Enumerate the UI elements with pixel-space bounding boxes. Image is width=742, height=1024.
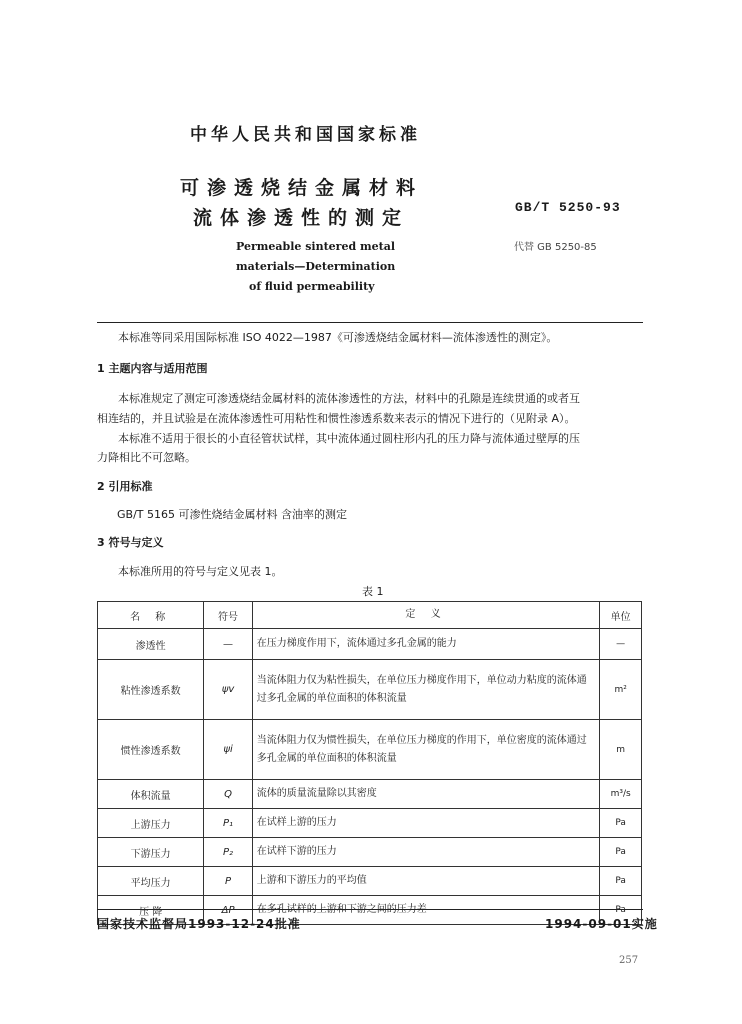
title-cn-line2: 流体渗透性的测定 — [193, 207, 410, 229]
table-caption: 表 1 — [362, 585, 384, 598]
row-symbol: P₁ — [204, 809, 252, 838]
header-divider — [97, 322, 643, 323]
replaces-note: 代替 GB 5250-85 — [514, 242, 597, 253]
header-unit: 单位 — [600, 602, 642, 629]
row-unit: Pa — [600, 809, 642, 838]
header-name: 名 称 — [98, 602, 204, 629]
row-definition: 在压力梯度作用下，流体通过多孔金属的能力 — [252, 629, 599, 660]
row-symbol: ψv — [204, 660, 252, 720]
row-unit: Pa — [600, 896, 642, 925]
row-definition: 在多孔试样的上游和下游之间的压力差 — [252, 896, 599, 925]
row-name: 上游压力 — [98, 809, 204, 838]
row-name: 平均压力 — [98, 867, 204, 896]
table-row — [98, 780, 642, 809]
row-symbol: Q — [204, 780, 252, 809]
implementation-date: 1994-09-01实施 — [545, 917, 658, 931]
row-name: 下游压力 — [98, 838, 204, 867]
row-unit: Pa — [600, 867, 642, 896]
row-definition: 流体的质量流量除以其密度 — [252, 780, 599, 809]
row-unit: — — [600, 629, 642, 660]
table-row — [98, 660, 642, 720]
section1-para2-line1: 本标准不适用于很长的小直径管状试样，其中流体通过圆柱形内孔的压力降与流体通过壁厚的压 — [118, 432, 580, 445]
table-row — [98, 629, 642, 660]
title-en-line2: materials—Determination — [236, 260, 396, 273]
title-en-line1: Permeable sintered metal — [236, 240, 396, 253]
row-name: 体积流量 — [98, 780, 204, 809]
row-definition: 在试样上游的压力 — [252, 809, 599, 838]
header-symbol: 符号 — [204, 602, 252, 629]
row-name: 压 降 — [98, 896, 204, 925]
section1-title: 1 主题内容与适用范围 — [97, 362, 208, 375]
table-row — [98, 809, 642, 838]
section1-para2-line2: 力降相比不可忽略。 — [97, 451, 196, 464]
row-symbol: P — [204, 867, 252, 896]
section1-para1-line2: 相连结的，并且试验是在流体渗透性可用粘性和惯性渗透系数来表示的情况下进行的（见附录 A）。 — [97, 412, 576, 425]
issued-date: 国家技术监督局1993-12-24批准 — [97, 917, 301, 931]
row-name: 惯性渗透系数 — [98, 720, 204, 780]
section3-note: 本标准所用的符号与定义见表 1。 — [118, 565, 283, 578]
row-symbol: — — [204, 629, 252, 660]
title-en-line3: of fluid permeability — [249, 280, 375, 293]
row-name: 渗透性 — [98, 629, 204, 660]
row-unit: m² — [600, 660, 642, 720]
table-row — [98, 838, 642, 867]
national-standard-heading: 中华人民共和国国家标准 — [190, 125, 421, 145]
footer-divider — [97, 909, 643, 910]
section3-title: 3 符号与定义 — [97, 536, 164, 549]
section1-para1-line1: 本标准规定了测定可渗透烧结金属材料的流体渗透性的方法，材料中的孔隙是连续贯通的或者互 — [118, 392, 580, 405]
title-cn-line1: 可渗透烧结金属材料 — [180, 177, 424, 199]
row-symbol: ΔP — [204, 896, 252, 925]
table-row — [98, 867, 642, 896]
header-definition: 定 义 — [252, 602, 599, 629]
row-definition: 在试样下游的压力 — [252, 838, 599, 867]
row-definition: 上游和下游压力的平均值 — [252, 867, 599, 896]
row-unit: m³/s — [600, 780, 642, 809]
page-number: 257 — [619, 955, 639, 966]
symbols-table — [97, 601, 642, 925]
row-symbol: ψi — [204, 720, 252, 780]
row-name: 粘性渗透系数 — [98, 660, 204, 720]
row-symbol: P₂ — [204, 838, 252, 867]
row-definition: 当流体阻力仅为惯性损失，在单位压力梯度的作用下，单位密度的流体通过多孔金属的单位面积的体积流量 — [252, 720, 599, 780]
table-header-row — [98, 602, 642, 629]
standard-number: GB/T 5250-93 — [515, 200, 621, 215]
equivalence-note: 本标准等同采用国际标准 ISO 4022—1987《可渗透烧结金属材料—流体渗透性的测定》。 — [118, 331, 558, 344]
table-row — [98, 720, 642, 780]
section2-title: 2 引用标准 — [97, 480, 153, 493]
section2-reference: GB/T 5165 可渗性烧结金属材料 含油率的测定 — [117, 508, 347, 521]
row-unit: m — [600, 720, 642, 780]
row-unit: Pa — [600, 838, 642, 867]
row-definition: 当流体阻力仅为粘性损失，在单位压力梯度作用下，单位动力粘度的流体通过多孔金属的单位面积的体积流量 — [252, 660, 599, 720]
